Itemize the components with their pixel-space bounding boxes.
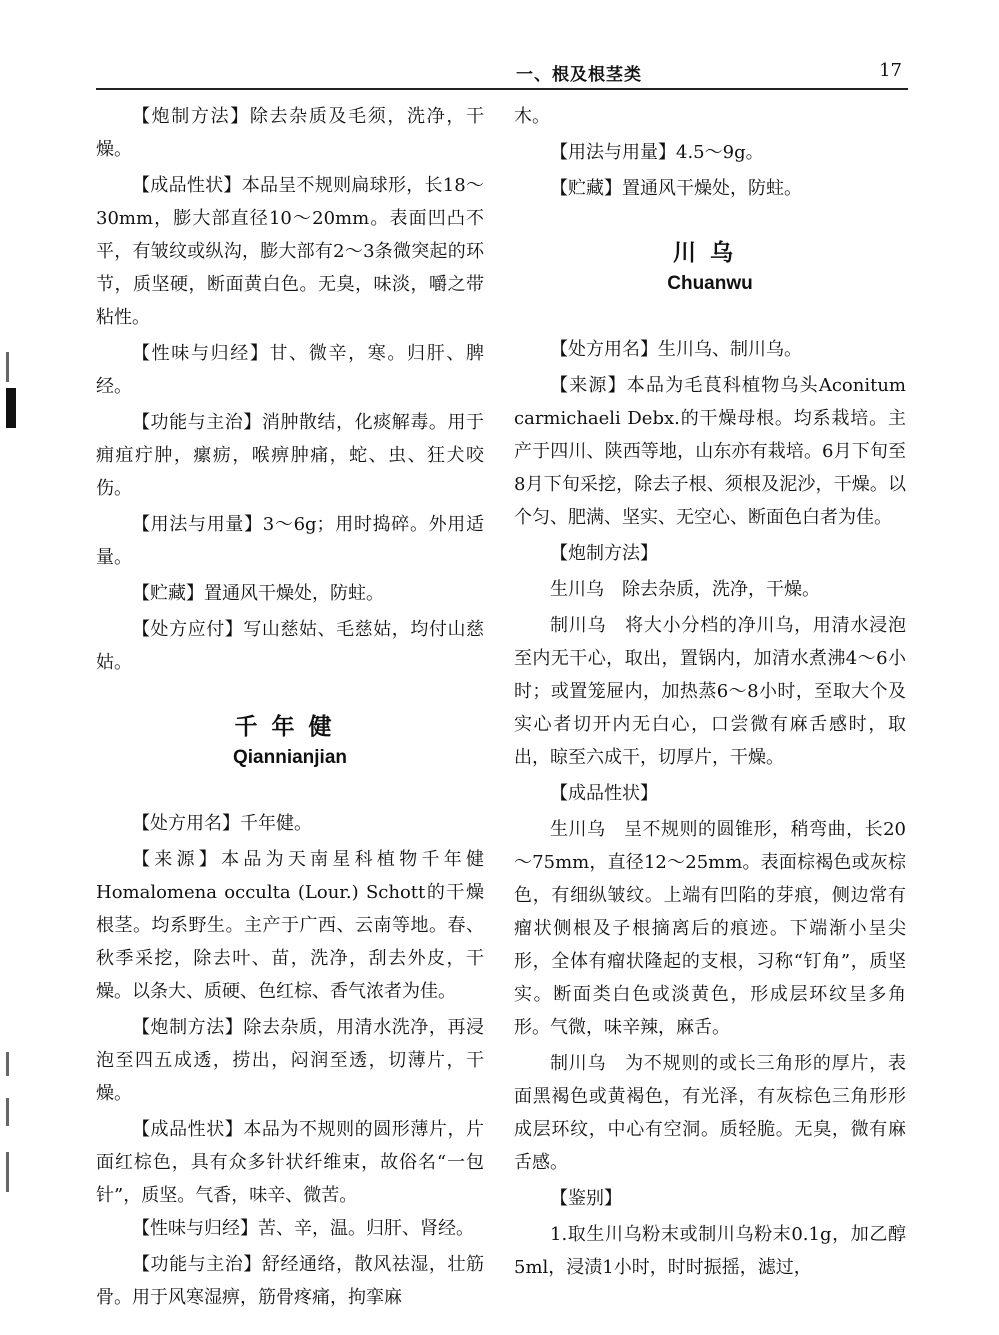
paragraph: 【功能与主治】消肿散结，化痰解毒。用于痈疽疔肿，瘰疬，喉痹肿痛，蛇、虫、狂犬咬伤。 (96, 412, 484, 499)
scan-margin-mark (6, 388, 16, 428)
paragraph: 【贮藏】置通风干燥处，防蛀。 (132, 583, 384, 604)
running-header (96, 58, 908, 90)
entry-heading: 川乌 (673, 239, 747, 266)
paragraph: 制川乌 为不规则的或长三角形的厚片，表面黑褐色或黄褐色，有光泽，有灰棕色三角形形成层环纹，中心有空洞。质轻脆。无臭，微有麻舌感。 (514, 1053, 906, 1173)
paragraph: 【处方用名】千年健。 (132, 813, 312, 834)
paragraph: 木。 (514, 106, 550, 127)
running-title: 一、根及根茎类 (516, 65, 642, 85)
paragraph: 【来源】本品为毛茛科植物乌头Aconitum carmichaeli Debx.的干燥母根。均系栽培。主产于四川、陕西等地，山东亦有栽培。6月下旬至8月下旬采挖，除去子根、须根及泥沙，干燥。以个匀、肥满、坚实、无空心、断面色白者为佳。 (514, 375, 906, 528)
paragraph: 制川乌 将大小分档的净川乌，用清水浸泡至内无干心，取出，置锅内，加清水煮沸4～6小时；或置笼屉内，加热蒸6～8小时，至取大个及实心者切开内无白心，口尝微有麻舌感时，取出，晾至六成干，切厚片，干燥。 (514, 615, 906, 768)
paragraph: 【成品性状】 (550, 783, 658, 804)
entry-heading-pinyin: Chuanwu (667, 273, 753, 294)
paragraph: 【功能与主治】舒经通络，散风祛湿，壮筋骨。用于风寒湿痹，筋骨疼痛，拘挛麻 (96, 1254, 484, 1308)
paragraph: 【成品性状】本品为不规则的圆形薄片，片面红棕色，具有众多针状纤维束，故俗名“一包针”，质坚。气香，味辛、微苦。 (96, 1119, 484, 1206)
paragraph: 【处方应付】写山慈姑、毛慈姑，均付山慈姑。 (96, 619, 484, 673)
left-column (96, 100, 484, 1314)
page-number: 17 (879, 60, 902, 81)
paragraph: 【炮制方法】除去杂质，用清水洗净，再浸泡至四五成透，捞出，闷润至透，切薄片，干燥。 (96, 1017, 484, 1104)
paragraph: 【鉴别】 (550, 1188, 622, 1209)
paragraph: 【炮制方法】 (550, 543, 658, 564)
paragraph: 【处方用名】生川乌、制川乌。 (550, 339, 802, 360)
paragraph: 1.取生川乌粉末或制川乌粉末0.1g，加乙醇5ml，浸渍1小时，时时振摇，滤过， (514, 1224, 906, 1278)
paragraph: 【用法与用量】3～6g；用时捣碎。外用适量。 (96, 514, 484, 568)
right-column (514, 100, 906, 1284)
scan-margin-dots (6, 352, 9, 382)
scan-margin-dots (6, 1152, 9, 1192)
scan-margin-dots (6, 1052, 9, 1076)
paragraph: 【炮制方法】除去杂质及毛须，洗净，干燥。 (96, 106, 484, 160)
paragraph: 【用法与用量】4.5～9g。 (550, 142, 764, 163)
paragraph: 【贮藏】置通风干燥处，防蛀。 (550, 178, 802, 199)
scan-margin-dots (6, 1098, 9, 1126)
paragraph: 【成品性状】本品呈不规则扁球形，长18～30mm，膨大部直径10～20mm。表面凹凸不平，有皱纹或纵沟，膨大部有2～3条微突起的环节，质坚硬，断面黄白色。无臭，味淡，嚼之带粘性。 (96, 175, 484, 328)
entry-heading-pinyin: Qiannianjian (232, 747, 348, 768)
paragraph: 【来源】本品为天南星科植物千年健Homalomena occulta (Lour.) Schott的干燥根茎。均系野生。主产于广西、云南等地。春、秋季采挖，除去叶、苗，洗净，刮去外皮，干燥。以条大、质硬、色红棕、香气浓者为佳。 (96, 849, 484, 1002)
paragraph: 生川乌 除去杂质，洗净，干燥。 (550, 579, 820, 600)
paragraph: 【性味与归经】苦、辛，温。归肝、肾经。 (132, 1218, 474, 1239)
paragraph: 生川乌 呈不规则的圆锥形，稍弯曲，长20～75mm，直径12～25mm。表面棕褐色或灰棕色，有细纵皱纹。上端有凹陷的芽痕，侧边常有瘤状侧根及子根摘离后的痕迹。下端渐小呈尖形，全体有瘤状隆起的支根，习称“钉角”，质坚实。断面类白色或淡黄色，形成层环纹呈多角形。气微，味辛辣，麻舌。 (514, 819, 906, 1038)
entry-heading: 千年健 (234, 713, 346, 740)
paragraph: 【性味与归经】甘、微辛，寒。归肝、脾经。 (96, 343, 484, 397)
